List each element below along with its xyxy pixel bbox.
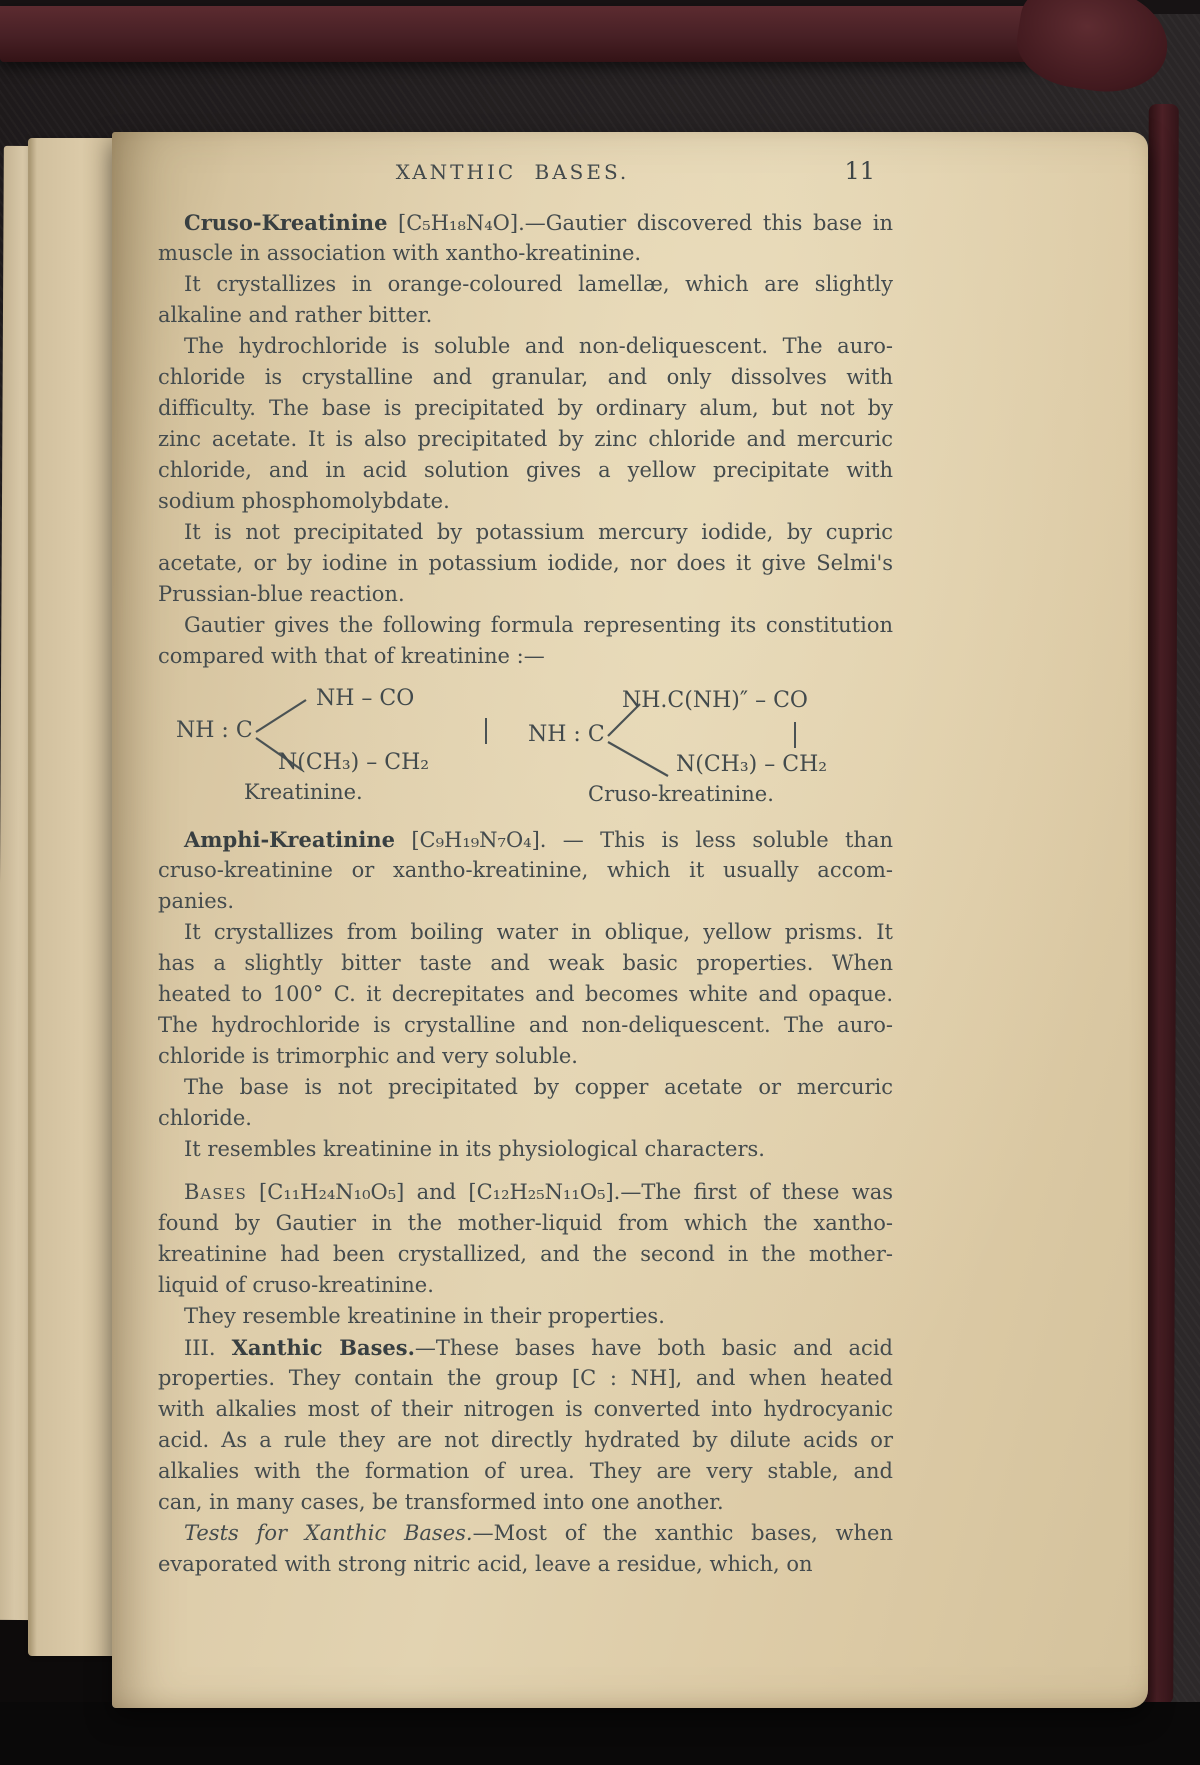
running-header-title: XANTHIC BASES. <box>395 160 630 184</box>
text-segment: sodium phosphomolybdate. <box>158 489 450 513</box>
text-line <box>158 393 893 424</box>
text-segment: [C₅H₁₈N₄O].—Gautier discovered this base in <box>387 211 893 235</box>
text-line <box>158 1549 893 1580</box>
text-segment: chloride is trimorphic and very soluble. <box>158 1044 578 1068</box>
text-segment: [C₉H₁₉N₇O₄]. — This is less soluble than <box>395 828 893 852</box>
text-line <box>158 1363 893 1394</box>
text-line <box>158 917 893 948</box>
text-line <box>158 455 893 486</box>
text-segment: muscle in association with xantho-kreatinine. <box>158 241 642 265</box>
text-segment: evaporated with strong nitric acid, leave a residue, which, on <box>158 1552 813 1576</box>
text-segment: Tests for Xanthic Bases. <box>184 1521 473 1545</box>
text-segment: Bases <box>184 1180 247 1204</box>
text-segment: difficulty. The base is precipitated by ordinary alum, but not by <box>158 396 893 420</box>
text-line <box>158 1425 893 1456</box>
formula-root-group: NH : C <box>528 722 605 747</box>
text-segment: panies. <box>158 889 235 913</box>
text-segment: Prussian-blue reaction. <box>158 582 405 606</box>
text-line <box>158 1177 893 1208</box>
text-segment: III. <box>184 1336 232 1360</box>
text-segment: alkaline and rather bitter. <box>158 303 433 327</box>
vertical-bond <box>794 722 796 748</box>
book-page <box>112 132 1148 1708</box>
text-segment: acetate, or by iodine in potassium iodide, nor does it give Selmi's <box>158 551 893 575</box>
text-segment: cruso-kreatinine or xantho-kreatinine, which it usually accom- <box>158 858 893 882</box>
text-segment: kreatinine had been crystallized, and the second in the mother- <box>158 1242 893 1266</box>
text-line <box>158 362 893 393</box>
text-line <box>158 855 893 886</box>
text-line <box>158 1208 893 1239</box>
text-segment: chloride is crystalline and granular, and only dissolves with <box>158 365 893 389</box>
text-segment: The hydrochloride is crystalline and non-deliquescent. The auro- <box>158 1013 893 1037</box>
text-line <box>158 1332 893 1363</box>
photo-bottom-shadow <box>0 1702 1200 1765</box>
formula-cruso-kreatinine <box>526 678 893 808</box>
formula-kreatinine <box>158 678 526 808</box>
formula-root-group: NH : C <box>176 718 253 743</box>
text-segment: The hydrochloride is soluble and non-deliquescent. The auro- <box>184 334 893 358</box>
text-segment: It crystallizes in orange-coloured lamellæ, which are slightly <box>184 272 893 296</box>
text-line <box>158 1239 893 1270</box>
text-line <box>158 269 893 300</box>
text-segment: properties. They contain the group [C : NH], and when heated <box>158 1366 893 1390</box>
text-line <box>158 1270 893 1301</box>
formula-top-branch: NH.C(NH)″ – CO <box>622 688 808 713</box>
text-segment: with alkalies most of their nitrogen is converted into hydrocyanic <box>158 1397 893 1421</box>
text-line <box>158 641 893 672</box>
text-segment: can, in many cases, be transformed into one another. <box>158 1490 724 1514</box>
text-line <box>158 1134 893 1165</box>
formula-bottom-branch: N(CH₃) – CH₂ <box>676 752 828 777</box>
book-cover-corner <box>1011 0 1175 101</box>
text-segment: liquid of cruso-kreatinine. <box>158 1273 434 1297</box>
text-line <box>158 979 893 1010</box>
text-line <box>158 1394 893 1425</box>
text-segment: heated to 100° C. it decrepitates and becomes white and opaque. <box>158 982 893 1006</box>
text-segment: has a slightly bitter taste and weak basic properties. When <box>158 951 893 975</box>
text-segment: found by Gautier in the mother-liquid from which the xantho- <box>158 1211 893 1235</box>
text-segment: They resemble kreatinine in their properties. <box>184 1304 665 1328</box>
text-segment: [C₁₁H₂₄N₁₀O₅] and [C₁₂H₂₅N₁₁O₅].—The first of these was <box>246 1180 893 1204</box>
text-line <box>158 424 893 455</box>
page-content <box>158 157 893 1580</box>
text-line <box>158 331 893 362</box>
text-line <box>158 1072 893 1103</box>
text-line <box>158 548 893 579</box>
text-line <box>158 1041 893 1072</box>
formula-caption: Kreatinine. <box>244 780 363 804</box>
text-segment: acid. As a rule they are not directly hydrated by dilute acids or <box>158 1428 893 1452</box>
text-segment: chloride. <box>158 1106 252 1130</box>
text-block-lower <box>158 824 893 1580</box>
text-line <box>158 1456 893 1487</box>
text-line <box>158 207 893 238</box>
text-segment: zinc acetate. It is also precipitated by zinc chloride and mercuric <box>158 427 893 451</box>
text-segment: Gautier gives the following formula representing its constitution <box>184 613 893 637</box>
book-cover-right-edge <box>1143 104 1179 1704</box>
text-segment: Cruso-Kreatinine <box>184 210 388 235</box>
vertical-bond <box>485 718 487 744</box>
text-line <box>158 1010 893 1041</box>
text-block-upper <box>158 207 893 672</box>
text-segment: chloride, and in acid solution gives a yellow precipitate with <box>158 458 893 482</box>
text-line <box>158 238 893 269</box>
structural-formulas <box>158 678 893 808</box>
text-segment: compared with that of kreatinine :— <box>158 644 545 668</box>
text-segment: It is not precipitated by potassium mercury iodide, by cupric <box>184 520 893 544</box>
formula-bottom-branch: N(CH₃) – CH₂ <box>278 750 430 775</box>
text-segment: The base is not precipitated by copper acetate or mercuric <box>184 1075 893 1099</box>
text-line <box>158 610 893 641</box>
text-segment: Xanthic Bases. <box>231 1335 415 1360</box>
text-line <box>158 1301 893 1332</box>
text-line <box>158 1487 893 1518</box>
text-segment: Amphi-Kreatinine <box>184 827 395 852</box>
text-segment: It resembles kreatinine in its physiological characters. <box>184 1137 765 1161</box>
text-segment: It crystallizes from boiling water in oblique, yellow prisms. It <box>184 920 893 944</box>
text-segment: —These bases have both basic and acid <box>414 1336 893 1360</box>
page-header <box>158 157 893 192</box>
text-line <box>158 1103 893 1134</box>
text-line <box>158 517 893 548</box>
text-line <box>158 300 893 331</box>
formula-top-branch: NH – CO <box>316 686 415 711</box>
text-line <box>158 486 893 517</box>
formula-caption: Cruso-kreatinine. <box>588 782 774 806</box>
text-line <box>158 824 893 855</box>
book-cover-top-edge <box>0 6 1132 62</box>
text-segment: alkalies with the formation of urea. They are very stable, and <box>158 1459 893 1483</box>
text-line <box>158 948 893 979</box>
text-line <box>158 886 893 917</box>
text-line <box>158 579 893 610</box>
page-number: 11 <box>844 157 875 185</box>
text-line <box>158 1518 893 1549</box>
text-segment: —Most of the xanthic bases, when <box>472 1521 893 1545</box>
